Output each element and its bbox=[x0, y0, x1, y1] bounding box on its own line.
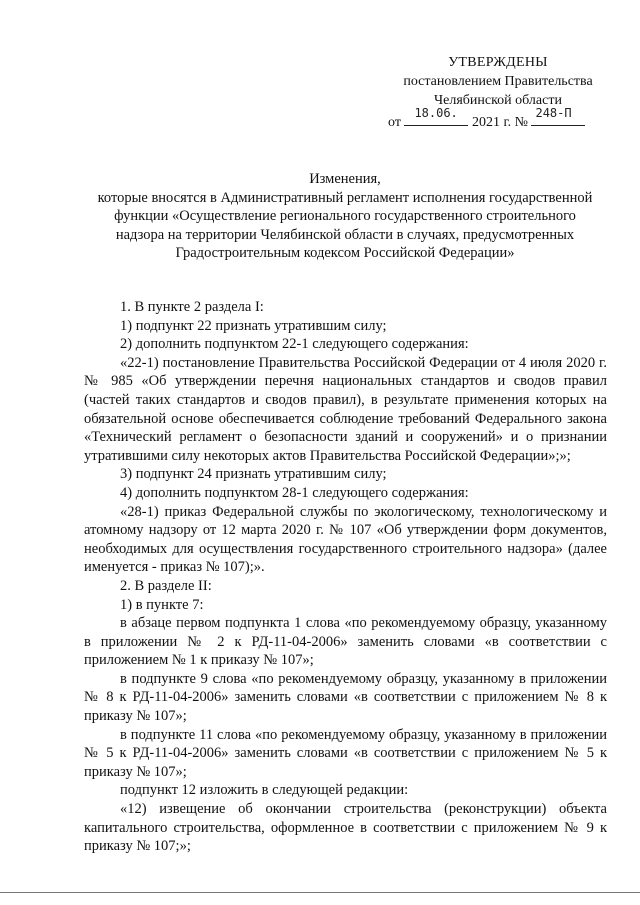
paragraph: «28-1) приказ Федеральной службы по экологическому, технологическому и атомному надзору от 12 марта 2020 г. № 107 «Об утверждении форм документов, необходимых для осуществления государственного строительного надзора» (далее именуется - приказ № 107);». bbox=[84, 503, 607, 576]
title-line: надзора на территории Челябинской области в случаях, предусмотренных bbox=[115, 226, 575, 243]
paragraph: 2. В разделе II: bbox=[120, 577, 212, 594]
date-handwritten: 18.06. bbox=[414, 106, 458, 120]
paragraph: в подпункте 9 слова «по рекомендуемому образцу, указанному в приложении № 8 к РД-11-04-2006» заменить словами «в соответствии с приложением № 8 к приказу № 107»; bbox=[84, 670, 607, 725]
bottom-rule bbox=[0, 892, 640, 893]
title-line: Градостроительным кодексом Российской Федерации» bbox=[175, 245, 515, 261]
approval-region: Челябинской области bbox=[434, 93, 562, 108]
approval-stamp bbox=[388, 53, 608, 132]
document-title bbox=[85, 170, 605, 263]
paragraph: 2) дополнить подпунктом 22-1 следующего содержания: bbox=[120, 336, 469, 353]
paragraph: в абзаце первом подпункта 1 слова «по рекомендуемому образцу, указанному в приложении № 2 к РД-11-04-2006» заменить словами «в соответствии с приложением № 1 к приказу № 107»; bbox=[84, 615, 607, 669]
approval-authority: постановлением Правительства bbox=[403, 74, 593, 89]
paragraph: 4) дополнить подпунктом 28-1 следующего содержания: bbox=[120, 484, 469, 501]
paragraph: «12) извещение об окончании строительства (реконструкции) объекта капитального строительства, оформленное в соответствии с приложением № 9 к приказу № 107;»; bbox=[84, 801, 607, 855]
paragraph: «22-1) постановление Правительства Российской Федерации от 4 июля 2020 г. № 985 «Об утверждении перечня национальных стандартов и сводов правил (частей таких стандартов и сводов правил), в результате применения которых на обязательной основе обеспечивается соблюдение требований Федерального закона «Технический регламент о безопасности зданий и сооружений» и о признании утратившими силу некоторых актов Правительства Российской Федерации»;»; bbox=[84, 354, 607, 464]
paragraph: 1) подпункт 22 признать утратившим силу; bbox=[120, 317, 387, 334]
paragraph: 3) подпункт 24 признать утратившим силу; bbox=[120, 466, 387, 483]
title-heading: Изменения, bbox=[309, 171, 381, 187]
title-line: которые вносятся в Административный регламент исполнения государственной bbox=[97, 189, 593, 206]
document-body bbox=[84, 298, 607, 856]
title-line: функции «Осуществление регионального государственного строительного bbox=[114, 208, 576, 224]
number-field bbox=[531, 106, 585, 126]
paragraph: подпункт 12 изложить в следующей редакции: bbox=[120, 782, 409, 799]
approval-heading: УТВЕРЖДЕНЫ bbox=[448, 55, 548, 70]
paragraph: 1) в пункте 7: bbox=[120, 596, 204, 613]
number-handwritten: 248-П bbox=[535, 106, 572, 120]
paragraph: 1. В пункте 2 раздела I: bbox=[120, 299, 264, 315]
date-field bbox=[404, 106, 468, 126]
from-label: от bbox=[388, 115, 401, 130]
paragraph: в подпункте 11 слова «по рекомендуемому образцу, указанному в приложении № 5 к РД-11-04-2006» заменить словами «в соответствии с приложением № 5 к приказу № 107»; bbox=[84, 726, 607, 780]
approval-date-row bbox=[388, 106, 608, 132]
year-label: 2021 г. № bbox=[471, 115, 528, 130]
